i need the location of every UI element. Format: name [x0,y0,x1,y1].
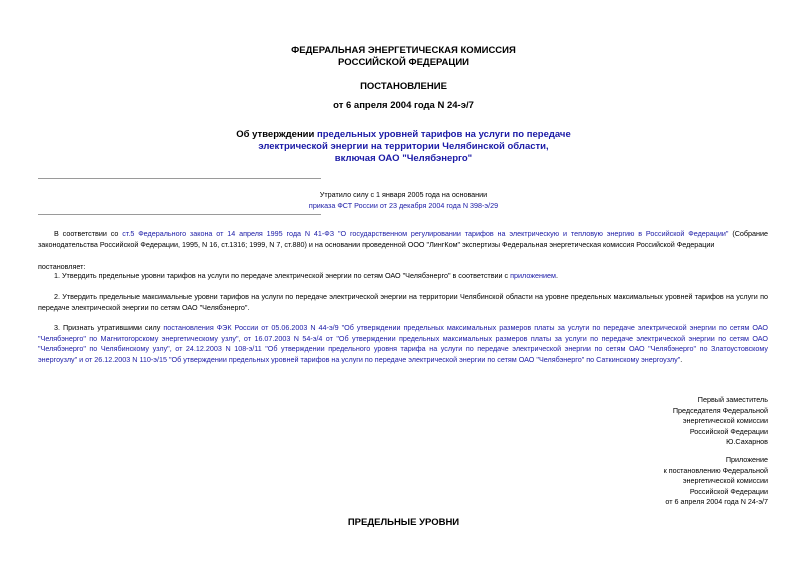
status-line: Утратило силу с 1 января 2005 года на основании [319,190,488,199]
resolves-label: постановляет: [38,262,86,271]
item-3-end: . [680,354,683,364]
doc-title [0,129,807,165]
item-2-paragraph: 2. Утвердить предельные максимальные уровни тарифов на услуги по передаче электрической энергии на территории Челябинской области на уровне предельных максимальных уровней тарифов на услуги по передаче электрической энергии по сетям ОАО "Челябэнерго". [38,292,768,312]
appendix-line: к постановлению Федеральной [663,465,768,475]
doc-type: ПОСТАНОВЛЕНИЕ [360,81,447,92]
appendix-line: Российской Федерации [689,486,768,496]
signature-name: Ю.Сахарнов [726,437,768,446]
title-prefix: Об утверждении [236,129,317,140]
item-1-text: 1. Утвердить предельные уровни тарифов на услуги по передаче электрической энергии по сетям ОАО "Челябэнерго" в соответствии с [54,271,511,280]
divider-bottom [38,214,321,215]
divider-top [38,178,321,179]
issuer-name [0,45,807,69]
title-link-part-1[interactable]: предельных уровней тарифов на услуги по передаче [317,129,571,140]
issuer-line-2: РОССИЙСКОЙ ФЕДЕРАЦИИ [337,57,469,68]
appendix-line: Приложение [725,455,768,464]
preamble-text-start: В соответствии со [54,229,123,238]
appendix-link[interactable]: приложением [510,271,556,280]
preamble-law-link[interactable]: ст.5 Федерального закона от 14 апреля 1995 года N 41-ФЗ "О государственном регулировании тарифов на электрическую и тепловую энергию в Российской Федерации" [122,229,729,238]
doc-date-number: от 6 апреля 2004 года N 24-э/7 [333,100,474,111]
status-link[interactable]: приказа ФСТ России от 23 декабря 2004 года N 398-э/29 [308,200,499,210]
appendix-line: от 6 апреля 2004 года N 24-э/7 [665,497,768,506]
signature-line: Первый заместитель [697,395,768,404]
item-1-end: . [555,271,558,280]
status-note [0,190,807,211]
item-3-text: 3. Признать утратившими силу [54,323,164,332]
issuer-line-1: ФЕДЕРАЛЬНАЯ ЭНЕРГЕТИЧЕСКАЯ КОМИССИЯ [291,45,516,56]
preamble-paragraph [38,229,768,250]
signature-block [568,395,768,448]
title-link-part-2[interactable]: электрической энергии на территории Челябинской области, [258,141,549,152]
title-link-part-3[interactable]: включая ОАО "Челябэнерго" [334,153,473,164]
preamble-text-end: (Собрание законодательства Российской Федерации, 1995, N 16, ст.1316; 1999, N 7, ст.880) и на основании проведенной ООО "ЛингКом" экспертизы Федеральная энергетическая комиссия Российской Федерации [38,229,769,249]
signature-line: энергетической комиссии [682,416,768,425]
appendix-block [568,455,768,508]
item-1-paragraph [38,271,768,282]
revoked-decrees-link[interactable]: постановления ФЭК России от 05.06.2003 N 44-э/9 "Об утверждении предельных максимальных размеров платы за услуги по передаче электрической энергии по сетям ОАО "Челябэнерго" по Магнитогорскому энергетическому узлу", от 16.07.2003 N 54-э/4 от "Об утверждении предельных максимальных размеров платы за услуги по передаче электрической энергии по сетям ОАО "Челябэнерго" по Челябинскому узлу", от 24.12.2003 N 108-э/11 "Об утверждении предельного уровня тарифа на услуги по передаче электрической энергии по сетям ОАО "Челябэнерго" по Златоустовскому энергоузлу" и от 26.12.2003 N 110-э/15 "Об утверждении предельных уровней тарифов на услуги по передаче электрической энергии по сетям ОАО "Челябэнерго" по Саткинскому энергоузлу" [38,323,768,364]
appendix-heading: ПРЕДЕЛЬНЫЕ УРОВНИ [347,517,460,528]
appendix-line: энергетической комиссии [682,476,768,485]
signature-line: Российской Федерации [689,426,768,436]
signature-line: Председателя Федеральной [672,405,768,415]
item-3-paragraph [38,323,768,365]
